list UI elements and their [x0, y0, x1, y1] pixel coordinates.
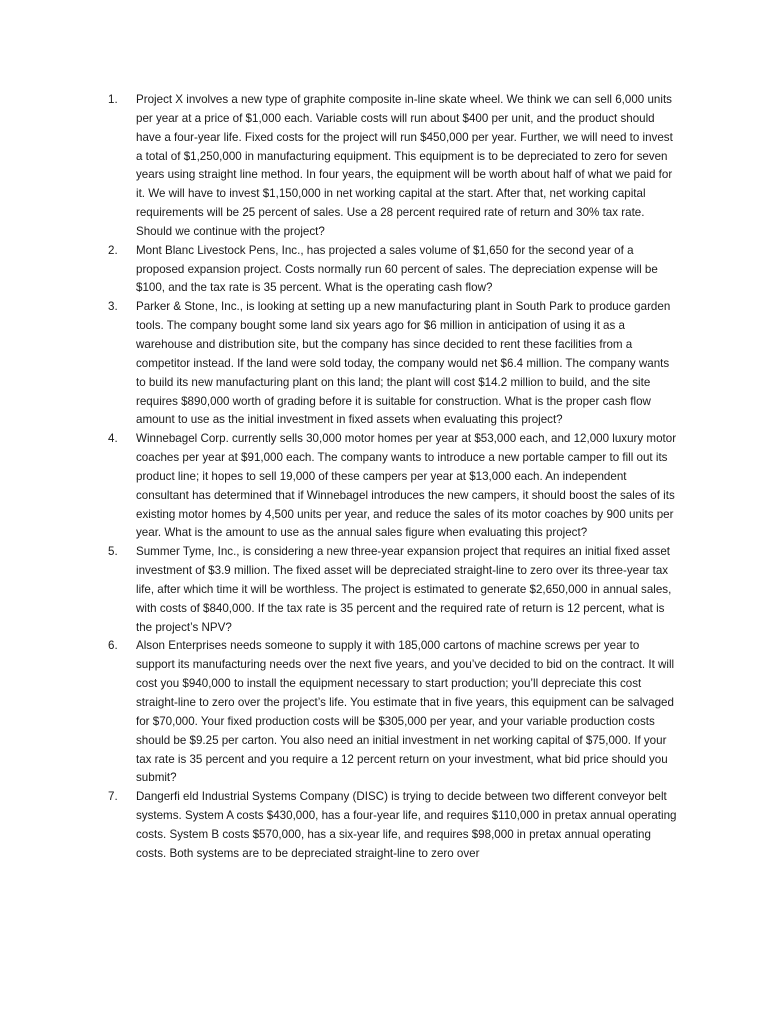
problem-text: Winnebagel Corp. currently sells 30,000 motor homes per year at $53,000 each, and 12,000 luxury motor coaches per year at $91,000 each. The company wants to introduce a new portable camper to fill out its product line; it hopes to sell 19,000 of these campers per year at $13,000 each. An independent consultant has determined that if Winnebagel introduces the new campers, it should boost the sales of its existing motor homes by 4,500 units per year, and reduce the sales of its motor coaches by 900 units per year. What is the amount to use as the annual sales figure when evaluating this project? — [136, 432, 677, 540]
problem-number: 2. — [108, 243, 118, 257]
problem-text: Mont Blanc Livestock Pens, Inc., has projected a sales volume of $1,650 for the second year of a proposed expansion project. Costs normally run 60 percent of sales. The depreciation expense will be $100, and the tax rate is 35 percent. What is the operating cash flow? — [136, 243, 658, 295]
problem-number: 5. — [108, 545, 118, 559]
problem-text: Summer Tyme, Inc., is considering a new three-year expansion project that requires an initial fixed asset investment of $3.9 million. The fixed asset will be depreciated straight-line to zero over its three-year tax life, after which time it will be worthless. The project is estimated to generate $2,650,000 in annual sales, with costs of $840,000. If the tax rate is 35 percent and the required rate of return is 12 percent, what is the project’s NPV? — [136, 545, 672, 634]
problem-item — [108, 543, 680, 637]
problem-item — [108, 91, 680, 242]
problem-item — [108, 788, 680, 863]
problem-list — [108, 91, 680, 864]
problem-number: 1. — [108, 93, 118, 106]
problem-number: 4. — [108, 432, 118, 446]
problem-item — [108, 242, 680, 299]
problem-number: 7. — [108, 790, 118, 804]
problem-item — [108, 430, 680, 543]
problem-text: Project X involves a new type of graphite composite in-line skate wheel. We think we can sell 6,000 units per year at a price of $1,000 each. Variable costs will run about $400 per unit, and the product should have a four-year life. Fixed costs for the project will run $450,000 per year. Further, we will need to invest a total of $1,250,000 in manufacturing equipment. This equipment is to be depreciated to zero for seven years using straight line method. In four years, the equipment will be worth about half of what we paid for it. We will have to invest $1,150,000 in net working capital at the start. After that, net working capital requirements will be 25 percent of sales. Use a 28 percent required rate of return and 30% tax rate. Should we continue with the project? — [136, 93, 673, 238]
problem-item — [108, 637, 680, 788]
problem-item — [108, 298, 680, 430]
problem-text: Alson Enterprises needs someone to supply it with 185,000 cartons of machine screws per year to support its manufacturing needs over the next five years, and you’ve decided to bid on the contract. It will cost you $940,000 to install the equipment necessary to start production; you’ll depreciate this cost straight-line to zero over the project’s life. You estimate that in five years, this equipment can be salvaged for $70,000. Your fixed production costs will be $305,000 per year, and your variable production costs should be $9.25 per carton. You also need an initial investment in net working capital of $75,000. If your tax rate is 35 percent and you require a 12 percent return on your investment, what bid price should you submit? — [136, 639, 675, 785]
problem-text: Parker & Stone, Inc., is looking at setting up a new manufacturing plant in South Park to produce garden tools. The company bought some land six years ago for $6 million in anticipation of using it as a warehouse and distribution site, but the company has since decided to rent these facilities from a competitor instead. If the land were sold today, the company would net $6.4 million. The company wants to build its new manufacturing plant on this land; the plant will cost $14.2 million to build, and the site requires $890,000 worth of grading before it is suitable for construction. What is the proper cash flow amount to use as the initial investment in fixed assets when evaluating this project? — [136, 300, 671, 427]
problem-number: 6. — [108, 639, 118, 653]
problem-number: 3. — [108, 300, 118, 314]
problem-text: Dangerfi eld Industrial Systems Company (DISC) is trying to decide between two different conveyor belt systems. System A costs $430,000, has a four-year life, and requires $110,000 in pretax annual operating costs. System B costs $570,000, has a six-year life, and requires $98,000 in pretax annual operating costs. Both systems are to be depreciated straight-line to zero over — [136, 790, 677, 860]
